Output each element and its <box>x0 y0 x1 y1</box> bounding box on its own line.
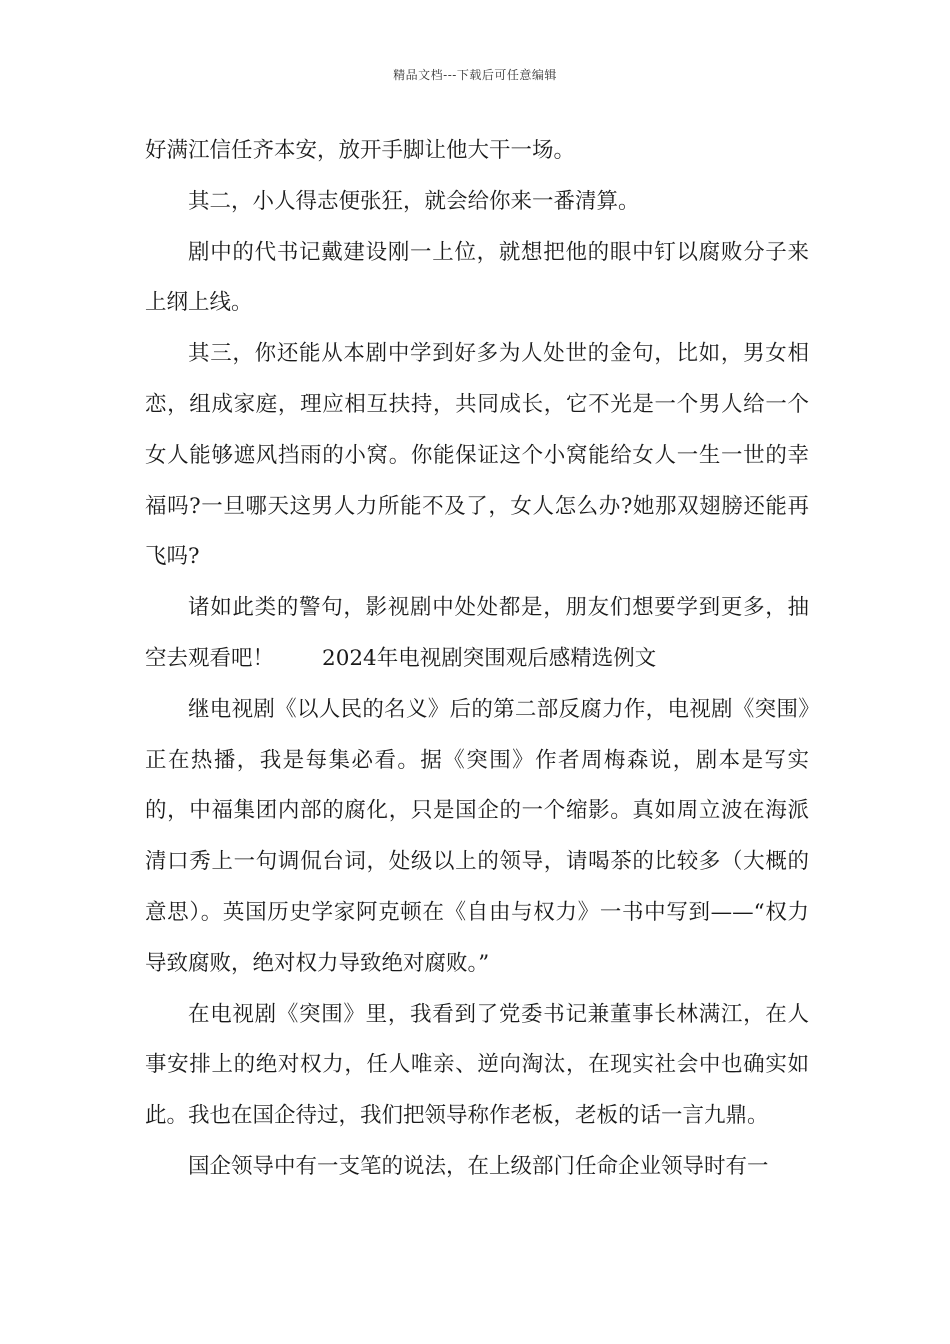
document-body <box>145 126 809 1193</box>
paragraph-1: 好满江信任齐本安，放开手脚让他大干一场。 <box>145 138 576 163</box>
paragraph-6: 继电视剧《以人民的名义》后的第二部反腐力作，电视剧《突围》正在热播，我是每集必看。据《突围》作者周梅森说，剧本是写实的，中福集团内部的腐化，只是国企的一个缩影。真如周立波在海派清口秀上一句调侃台词，处级以上的领导，请喝茶的比较多（大概的意思）。英国历史学家阿克顿在《自由与权力》一书中写到——“权力导致腐败，绝对权力导致绝对腐败。” <box>145 696 809 976</box>
paragraph-8: 国企领导中有一支笔的说法，在上级部门任命企业领导时有一 <box>188 1153 769 1179</box>
paragraph-2: 其二，小人得志便张狂，就会给你来一番清算。 <box>188 188 640 214</box>
paragraph-5-text: 诸如此类的警句，影视剧中处处都是，朋友们想要学到更多，抽空去观看吧！ <box>145 595 809 671</box>
article-title: 2024年电视剧突围观后感精选例文 <box>322 645 657 671</box>
page-header: 精品文档---下载后可任意编辑 <box>393 68 557 82</box>
paragraph-4: 其三，你还能从本剧中学到好多为人处世的金句，比如，男女相恋，组成家庭，理应相互扶持，共同成长，它不光是一个男人给一个女人能够遮风挡雨的小窝。你能保证这个小窝能给女人一生一世的幸福吗?一旦哪天这男人力所能不及了，女人怎么办?她那双翅膀还能再飞吗? <box>145 341 809 570</box>
paragraph-5 <box>145 583 809 685</box>
paragraph-7: 在电视剧《突围》里，我看到了党委书记兼董事长林满江，在人事安排上的绝对权力，任人唯亲、逆向淘汰，在现实社会中也确实如此。我也在国企待过，我们把领导称作老板，老板的话一言九鼎。 <box>145 1001 809 1129</box>
paragraph-3: 剧中的代书记戴建设刚一上位，就想把他的眼中钉以腐败分子来上纲上线。 <box>145 239 809 316</box>
